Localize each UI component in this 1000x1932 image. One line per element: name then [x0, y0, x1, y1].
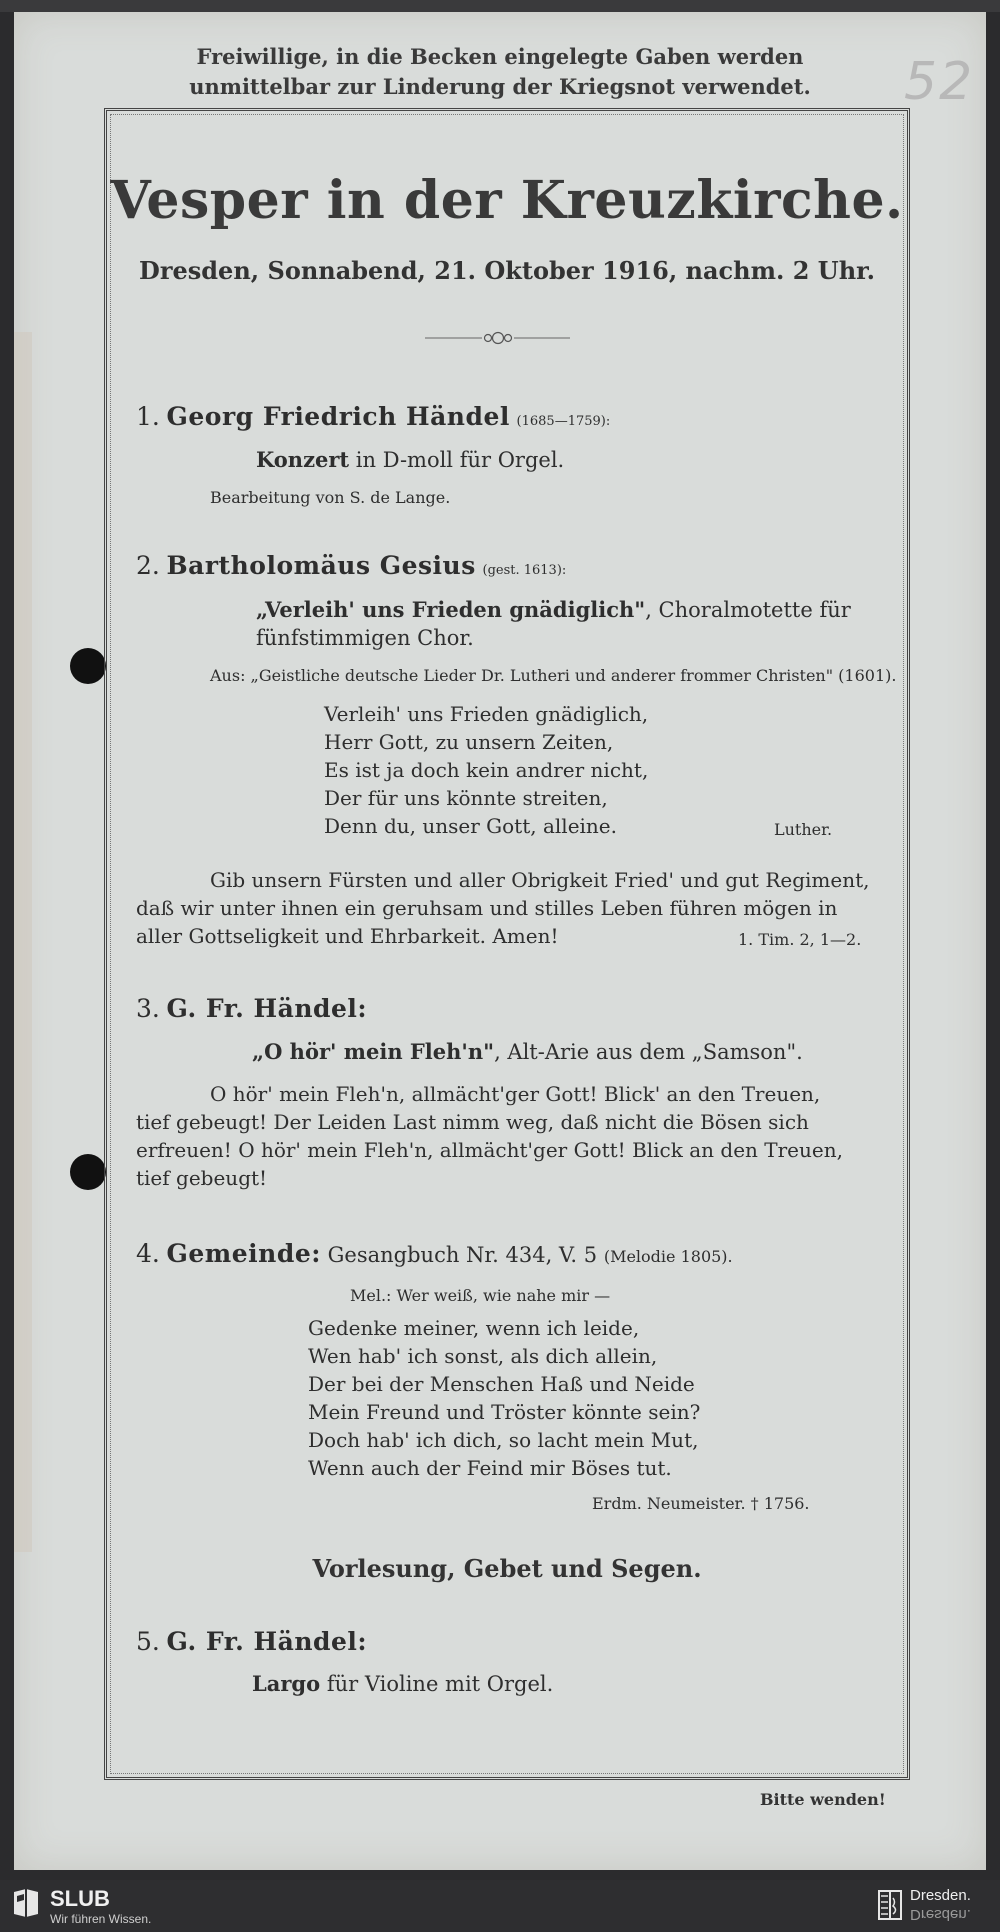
viewer-footer — [0, 1880, 1000, 1932]
dresden-logo-mirror: Dresden. — [910, 1906, 971, 1923]
archive-number: 52 — [904, 52, 975, 112]
turn-over-note: Bitte wenden! — [760, 1790, 886, 1809]
punch-hole-top — [70, 648, 106, 684]
verse-author: Erdm. Neumeister. † 1756. — [592, 1494, 810, 1513]
program-item-3-heading — [136, 995, 367, 1024]
scripture-reference: 1. Tim. 2, 1—2. — [738, 930, 862, 949]
prose-line: erfreuen! O hör' mein Fleh'n, allmächt'ger Gott! Blick an den Treuen, — [136, 1138, 843, 1162]
verse-line: Der für uns könnte streiten, — [324, 786, 608, 810]
slub-logo-icon[interactable] — [12, 1888, 40, 1918]
verse-line: Wenn auch der Feind mir Böses tut. — [308, 1456, 672, 1480]
dresden-crest-icon[interactable] — [878, 1890, 902, 1920]
donation-note-line-1: Freiwillige, in die Becken eingelegte Gaben werden — [196, 44, 804, 69]
composer-dates: (gest. 1613): — [482, 563, 567, 578]
verse-line: Doch hab' ich dich, so lacht mein Mut, — [308, 1428, 699, 1452]
verse-line: Mein Freund und Tröster könnte sein? — [308, 1400, 701, 1424]
verse-line: Verleih' uns Frieden gnädiglich, — [324, 702, 649, 726]
work-description: in D-moll für Orgel. — [349, 448, 565, 472]
work-description: , Choralmotette für — [645, 598, 851, 622]
melody-date: (Melodie 1805). — [603, 1247, 733, 1266]
melody-note: Mel.: Wer weiß, wie nahe mir — — [350, 1286, 611, 1305]
slub-brand[interactable]: SLUB — [50, 1886, 110, 1911]
prose-line: aller Gottseligkeit und Ehrbarkeit. Amen! — [136, 924, 559, 948]
work-title: „Verleih' uns Frieden gnädiglich" — [256, 597, 646, 622]
dresden-logo-text[interactable]: Dresden. — [910, 1887, 971, 1904]
page-title: Vesper in der Kreuzkirche. — [110, 170, 904, 231]
event-date: Dresden, Sonnabend, 21. Oktober 1916, nachm. 2 Uhr. — [139, 256, 875, 285]
hymnal-reference: Gesangbuch Nr. 434, V. 5 — [327, 1243, 598, 1267]
slub-tagline: Wir führen Wissen. — [50, 1912, 152, 1926]
verse-line: Herr Gott, zu unsern Zeiten, — [324, 730, 614, 754]
work-title: Konzert — [256, 447, 350, 472]
program-item-2-heading — [136, 552, 566, 585]
composer-name: Bartholomäus Gesius — [166, 551, 476, 580]
item-number: 2. — [136, 551, 160, 580]
prose-line: O hör' mein Fleh'n, allmächt'ger Gott! Blick' an den Treuen, — [210, 1082, 821, 1106]
program-item-2-work — [256, 596, 851, 624]
donation-note-line-2: unmittelbar zur Linderung der Kriegsnot verwendet. — [189, 74, 811, 99]
composer-name: Gemeinde: — [166, 1239, 321, 1268]
composer-name: G. Fr. Händel: — [166, 994, 368, 1023]
prose-line: Gib unsern Fürsten und aller Obrigkeit Fried' und gut Regiment, — [210, 868, 870, 892]
composer-name: Georg Friedrich Händel — [166, 402, 510, 431]
work-description: , Alt-Arie aus dem „Samson". — [494, 1040, 803, 1064]
program-item-1-heading — [136, 403, 610, 436]
verse-line: Es ist ja doch kein andrer nicht, — [324, 758, 649, 782]
program-item-4-heading — [136, 1240, 733, 1271]
item-number: 1. — [136, 402, 160, 431]
verse-line: Der bei der Menschen Haß und Neide — [308, 1372, 695, 1396]
program-item-5-work — [252, 1670, 553, 1698]
program-item-3-work — [252, 1038, 803, 1066]
composer-dates: (1685—1759): — [516, 414, 611, 429]
prose-line: tief gebeugt! Der Leiden Last nimm weg, daß nicht die Bösen sich — [136, 1110, 809, 1134]
verse-line: Gedenke meiner, wenn ich leide, — [308, 1316, 640, 1340]
scan-border — [0, 0, 1000, 12]
item-number: 4. — [136, 1239, 160, 1268]
work-title: „O hör' mein Fleh'n" — [252, 1039, 495, 1064]
work-description: für Violine mit Orgel. — [320, 1672, 554, 1696]
ornament-divider-icon — [420, 328, 570, 348]
work-description-continued: fünfstimmigen Chor. — [256, 626, 474, 650]
program-item-1-work — [256, 446, 564, 474]
item-number: 5. — [136, 1627, 160, 1656]
verse-line: Wen hab' ich sonst, als dich allein, — [308, 1344, 658, 1368]
paper-stain — [14, 332, 32, 1552]
punch-hole-bottom — [70, 1154, 106, 1190]
source-note: Aus: „Geistliche deutsche Lieder Dr. Lutheri und anderer frommer Christen" (1601). — [210, 666, 897, 685]
arrangement-note: Bearbeitung von S. de Lange. — [210, 488, 451, 507]
interlude-heading: Vorlesung, Gebet und Segen. — [312, 1554, 702, 1583]
prose-line: daß wir unter ihnen ein geruhsam und stilles Leben führen mögen in — [136, 896, 838, 920]
verse-author: Luther. — [774, 820, 833, 839]
composer-name: G. Fr. Händel: — [166, 1627, 368, 1656]
verse-line: Denn du, unser Gott, alleine. — [324, 814, 617, 838]
item-number: 3. — [136, 994, 160, 1023]
work-title: Largo — [252, 1671, 321, 1696]
prose-line: tief gebeugt! — [136, 1166, 268, 1190]
program-item-5-heading — [136, 1628, 367, 1657]
donation-note — [14, 42, 986, 102]
